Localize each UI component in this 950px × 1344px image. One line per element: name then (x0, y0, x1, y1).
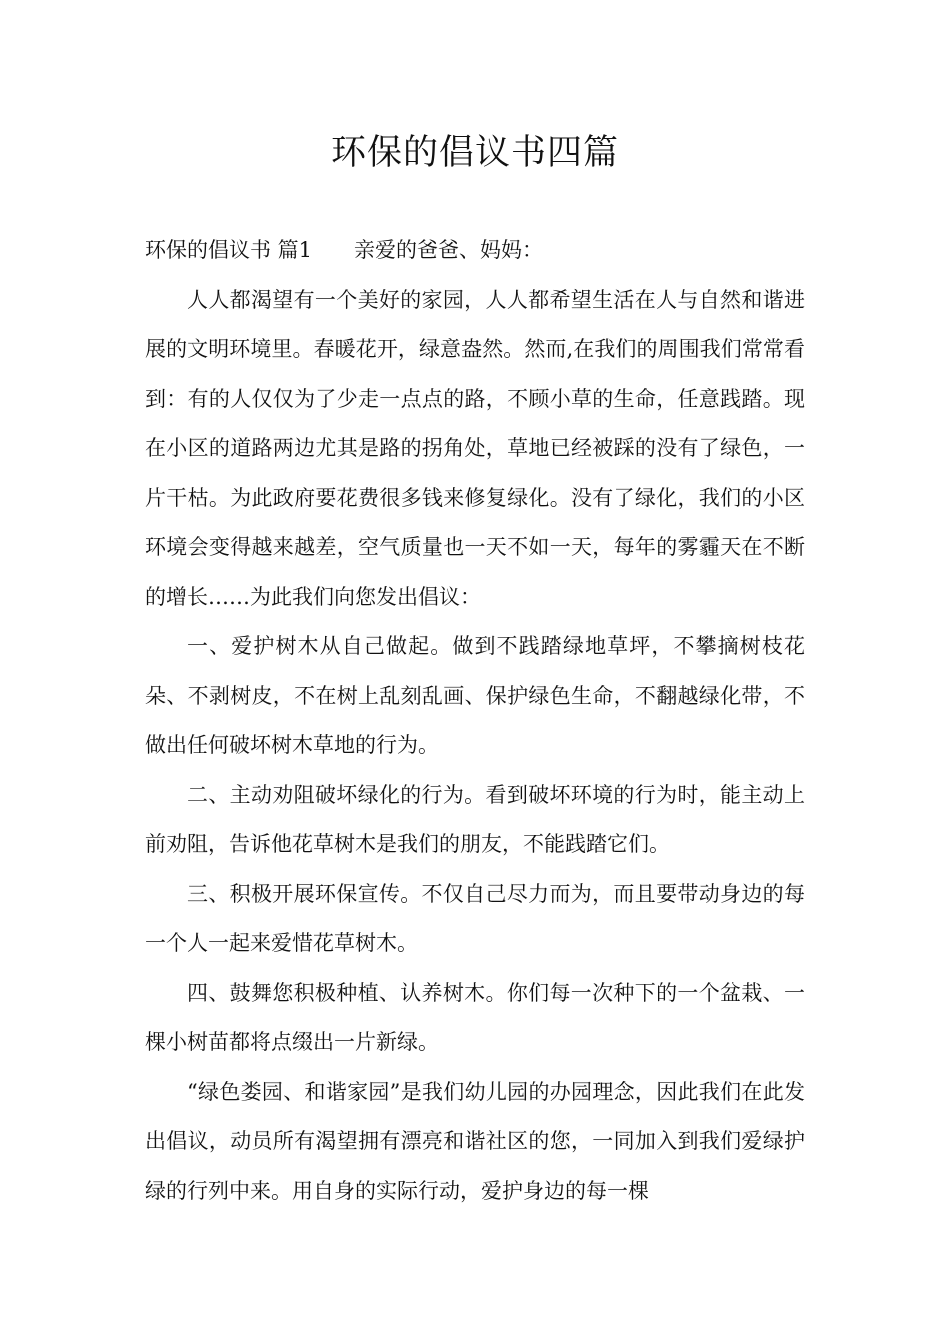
document-body (145, 226, 805, 1216)
document-title: 环保的倡议书四篇 (330, 133, 619, 173)
paragraph-closing: “绿色娄园、和谐家园”是我们幼儿园的办园理念，因此我们在此发出倡议，动员所有渴望拥有漂亮和谐社区的您，一同加入到我们爱绿护绿的行列中来。用自身的实际行动，爱护身边的每一棵 (145, 1079, 805, 1203)
paragraph-point-2: 二、主动劝阻破坏绿化的行为。看到破坏环境的行为时，能主动上前劝阻，告诉他花草树木是我们的朋友，不能践踏它们。 (145, 782, 805, 856)
paragraph-point-3: 三、积极开展环保宣传。不仅自己尽力而为，而且要带动身边的每一个人一起来爱惜花草树木。 (145, 881, 805, 955)
paragraph-intro: 人人都渴望有一个美好的家园，人人都希望生活在人与自然和谐进展的文明环境里。春暖花开，绿意盎然。然而,在我们的周围我们常常看到：有的人仅仅为了少走一点点的路，不顾小草的生命，任意践踏。现在小区的道路两边尤其是路的拐角处，草地已经被踩的没有了绿色，一片干枯。为此政府要花费很多钱来修复绿化。没有了绿化，我们的小区环境会变得越来越差，空气质量也一天不如一天，每年的雾霾天在不断的增长……为此我们向您发出倡议： (145, 287, 805, 609)
paragraph-point-4: 四、鼓舞您积极种植、认养树木。你们每一次种下的一个盆栽、一棵小树苗都将点缀出一片新绿。 (145, 980, 805, 1054)
paragraph-point-1: 一、爱护树木从自己做起。做到不践踏绿地草坪，不攀摘树枝花朵、不剥树皮，不在树上乱刻乱画、保护绿色生命，不翻越绿化带，不做出任何破坏树木草地的行为。 (145, 634, 805, 757)
section-heading: 环保的倡议书 篇1 亲爱的爸爸、妈妈： (145, 238, 544, 262)
